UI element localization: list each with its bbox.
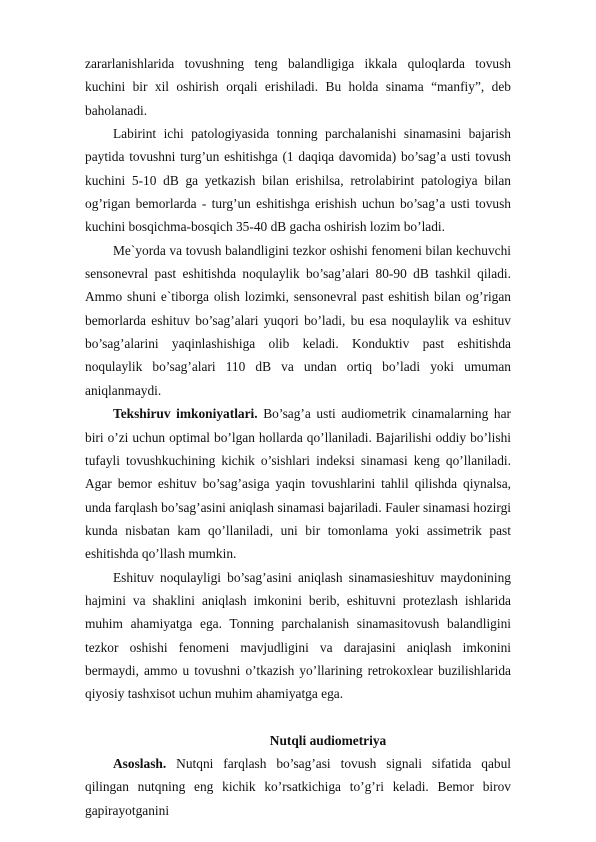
paragraph-2-text: Labirint ichi patologiyasida tonning parchalanishi sinamasini bajarish paytida tovushni turg’un eshitishga (1 daqiqa davomida) bo’sag’a usti tovush kuchini 5-10 dB ga yetkazish bilan erishilsa, retrolabirint patologiya bilan og’rigan bemorlarda - turg’un eshitishga erishish uchun bo’sag’a usti tovush kuchini bosqichma-bosqich 35-40 dB gacha oshirish lozim bo’ladi. [85,126,511,235]
paragraph-3-text: Me`yorda va tovush balandligini tezkor oshishi fenomeni bilan kechuvchi sensonevral past eshitishda noqulaylik bo’sag’alari 80-90 dB tashkil qiladi. Ammo shuni e`tiborga olish lozimki, sensonevral past eshitish bilan og’rigan bemorlarda eshituv bo’sag’alari yuqori bo’ladi, bu esa noqulaylik va eshituv bo’sag’alarini yaqinlashishiga olib keladi. Konduktiv past eshitishda noqulaylik bo’sag’alari 110 dB va undan ortiq bo’ladi yoki umuman aniqlanmaydi. [85,242,511,398]
paragraph-2 [85,122,511,239]
document-page [85,52,511,822]
paragraph-3 [85,239,511,402]
paragraph-5-text: Eshituv noqulayligi bo’sag’asini aniqlash sinamasieshituv maydonining hajmini va shaklini aniqlash imkonini berib, eshituvni protezlash ishlarida muhim ahamiyatga ega. Tonning parchalanish sinamasitovush balandligini tezkor oshishi fenomeni mavjudligini va darajasini aniqlash imkonini bermaydi, ammo u tovushni o’tkazish yo’llarining retrokoxlear buzilishlarida qiyosiy tashxisot uchun muhim ahamiyatga ega. [85,569,511,702]
final-paragraph-text: Nutqni farqlash bo’sag’asi tovush signali sifatida qabul qilingan nutqning eng kichik ko’rsatkichiga to’g’ri keladi. Bemor birov gapirayotganini [85,755,511,818]
paragraph-1-text: zararlanishlarida tovushning teng balandligiga ikkala quloqlarda tovush kuchini bir xil oshirish orqali erishiladi. Bu holda sinama “manfiy”, deb baholanadi. [85,56,511,118]
paragraph-4-lead: Tekshiruv imkoniyatlari. [113,406,258,422]
paragraph-4 [85,402,511,565]
final-paragraph [85,752,511,822]
paragraph-1 [85,52,511,122]
section-heading: Nutqli audiometriya [269,732,387,748]
paragraph-4-text: Bo’sag’a usti audiometrik cinamalarning har biri o’zi uchun optimal bo’lgan hollarda qo’llaniladi. Bajarilishi oddiy bo’lishi tufayli tovushkuchining kichik o’sishlari indeksi sinamasi keng qo’llaniladi. Agar bemor eshituv bo’sag’asiga yaqin tovushlarini tahlil qilishda qiynalsa, unda farqlash bo’sag’asini aniqlash sinamasi bajariladi. Fauler sinamasi hozirgi kunda nisbatan kam qo’llaniladi, uni bir tomonlama yoki assimetrik past eshitishda qo’llash mumkin. [85,406,511,562]
final-paragraph-lead: Asoslash. [113,755,167,771]
paragraph-5 [85,566,511,706]
